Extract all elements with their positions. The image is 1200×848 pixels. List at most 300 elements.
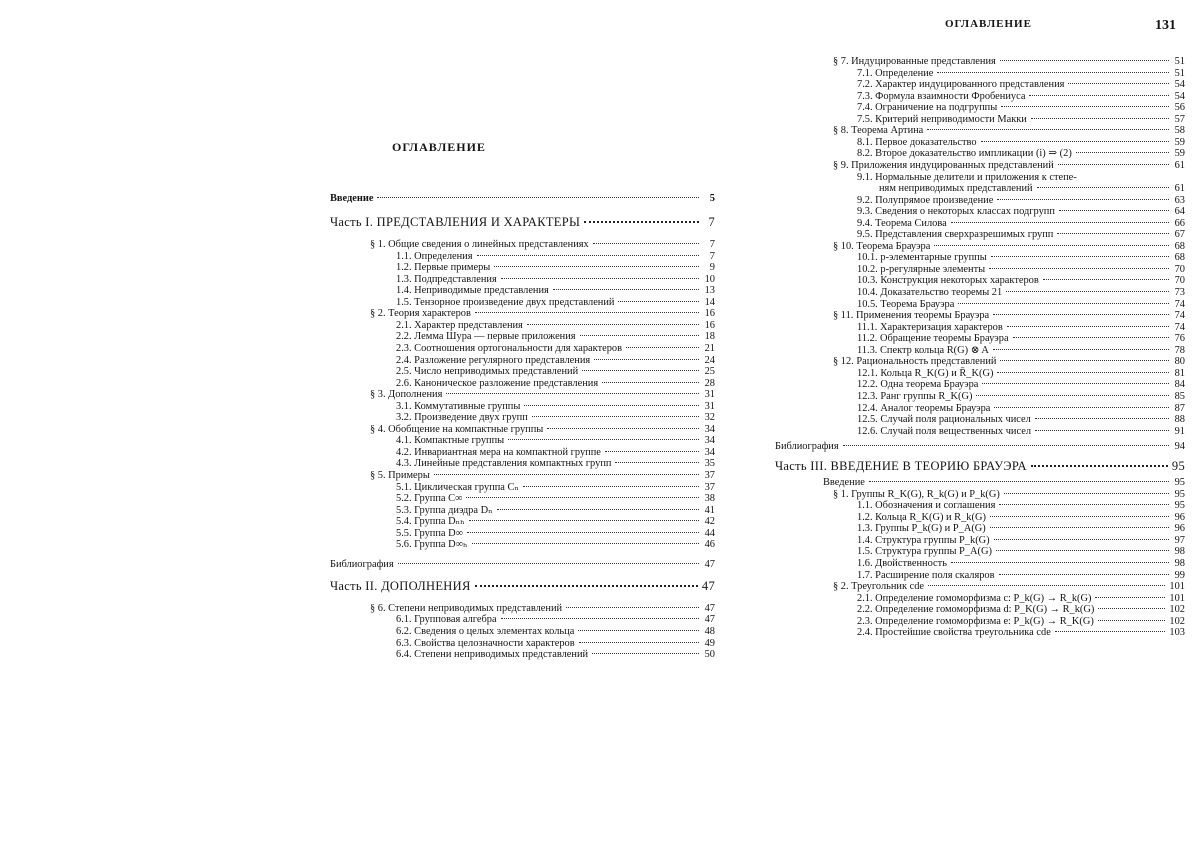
toc-entry-title: 5.2. Группа C∞ — [396, 493, 463, 505]
dot-leader — [999, 574, 1169, 575]
toc-entry-page: 56 — [1174, 102, 1185, 114]
toc-entry-page: 34 — [704, 423, 715, 435]
toc-entry-page: 51 — [1174, 67, 1185, 79]
toc-entry — [857, 345, 1185, 356]
dot-leader — [994, 407, 1169, 408]
dot-leader — [1006, 291, 1169, 292]
dot-leader — [999, 504, 1169, 505]
dot-leader — [501, 618, 699, 619]
toc-entry-title: 10.4. Доказательство теоремы 21 — [857, 287, 1003, 298]
toc-entry-page: 58 — [1174, 125, 1185, 137]
toc-entry-page: 14 — [704, 296, 715, 308]
toc-entry-page: 76 — [1174, 333, 1185, 345]
toc-entry-title: 9.3. Сведения о некоторых классах подгрупп — [857, 206, 1055, 218]
dot-leader — [869, 481, 1169, 482]
dot-leader — [990, 516, 1169, 517]
dot-leader — [618, 301, 699, 302]
toc-entry-title: Часть III. ВВЕДЕНИЕ В ТЕОРИЮ БРАУЭРА — [775, 459, 1027, 474]
toc-entry-title: 1.3. Группы P_k(G) и P_A(G) — [857, 523, 986, 535]
dot-leader — [994, 539, 1169, 540]
toc-entry-title: 12.5. Случай поля рациональных чисел — [857, 414, 1031, 426]
toc-entry — [857, 148, 1185, 159]
toc-entry-page: 50 — [704, 649, 715, 661]
dot-leader — [1000, 360, 1169, 361]
toc-entry — [857, 426, 1185, 437]
toc-entry-page: 68 — [1174, 240, 1185, 252]
toc-entry-title: 10.2. p-регулярные элементы — [857, 263, 986, 275]
dot-leader — [592, 653, 699, 654]
dot-leader — [1098, 620, 1166, 621]
page-title: ОГЛАВЛЕНИЕ — [392, 140, 486, 154]
dot-leader — [843, 445, 1169, 446]
dot-leader — [1029, 95, 1169, 96]
toc-entry — [857, 627, 1185, 638]
dot-leader — [951, 222, 1169, 223]
toc-entry-page: 44 — [704, 527, 715, 539]
toc-entry-title: 2.6. Каноническое разложение представления — [396, 377, 599, 389]
dot-leader — [469, 520, 699, 521]
toc-entry-page: 16 — [704, 308, 715, 320]
toc-entry-title: 1.4. Структура группы P_k(G) — [857, 534, 990, 546]
toc-entry — [833, 489, 1185, 500]
toc-entry-page: 64 — [1174, 206, 1185, 218]
toc-entry-page: 74 — [1174, 321, 1185, 333]
toc-entry-page: 10 — [704, 273, 715, 285]
toc-entry-page: 28 — [704, 377, 715, 389]
toc-entry-title: 1.2. Первые примеры — [396, 262, 491, 274]
dot-leader — [584, 221, 699, 223]
toc-entry-title: 3.2. Произведение двух групп — [396, 412, 528, 424]
toc-entry — [857, 593, 1185, 604]
toc-entry-title: 2.1. Определение гомоморфизма c: P_k(G) → R_k(G) — [857, 592, 1092, 604]
toc-entry-page: 67 — [1174, 229, 1185, 241]
toc-entry-title: 7.2. Характер индуцированного представления — [857, 79, 1065, 91]
toc-entry — [857, 206, 1185, 217]
dot-leader — [578, 630, 699, 631]
toc-entry — [396, 355, 715, 366]
toc-entry-title: 12.4. Аналог теоремы Брауэра — [857, 402, 991, 414]
toc-entry — [396, 638, 715, 649]
toc-entry-title: 4.3. Линейные представления компактных групп — [396, 458, 612, 470]
toc-entry-title: 6.2. Сведения о целых элементах кольца — [396, 625, 575, 637]
toc-entry-title: § 12. Рациональность представлений — [833, 356, 997, 368]
toc-entry-page: 31 — [704, 400, 715, 412]
toc-entry-title: 7.1. Определение — [857, 67, 934, 79]
toc-entry — [879, 183, 1185, 194]
toc-entry-page: 24 — [704, 354, 715, 366]
toc-entry — [396, 516, 715, 527]
dot-leader — [1055, 631, 1166, 632]
toc-entry-page: 48 — [704, 625, 715, 637]
toc-entry-title: 2.4. Простейшие свойства треугольника cde — [857, 627, 1051, 639]
dot-leader — [472, 543, 699, 544]
toc-entry — [370, 470, 715, 481]
toc-entry-page: 41 — [704, 504, 715, 516]
toc-entry-page: 34 — [704, 435, 715, 447]
toc-entry — [396, 539, 715, 550]
toc-entry-title: 4.1. Компактные группы — [396, 435, 505, 447]
toc-entry-page: 98 — [1174, 558, 1185, 569]
toc-entry-title: 6.1. Групповая алгебра — [396, 614, 497, 626]
toc-entry-page: 95 — [1174, 477, 1185, 489]
page-number: 131 — [1155, 18, 1176, 33]
toc-entry-page: 9 — [709, 262, 715, 274]
dot-leader — [497, 509, 699, 510]
dot-leader — [1007, 326, 1169, 327]
dot-leader — [494, 266, 699, 267]
toc-entry-title: ням неприводимых представлений — [879, 183, 1033, 195]
toc-entry — [857, 79, 1185, 90]
dot-leader — [475, 312, 699, 313]
toc-entry-page: 97 — [1174, 534, 1185, 546]
toc-entry — [833, 241, 1185, 252]
toc-entry — [396, 649, 715, 660]
toc-entry-title: § 3. Дополнения — [370, 389, 443, 401]
toc-entry-page: 102 — [1169, 615, 1185, 627]
toc-entry — [833, 160, 1185, 171]
toc-entry-page: 84 — [1174, 379, 1185, 391]
toc-entry-page: 74 — [1174, 310, 1185, 322]
toc-entry-page: 59 — [1174, 148, 1185, 160]
toc-entry-page: 42 — [704, 516, 715, 528]
toc-entry-page: 61 — [1174, 159, 1185, 171]
toc-entry — [857, 114, 1185, 125]
running-header-title: ОГЛАВЛЕНИЕ — [945, 18, 1032, 30]
dot-leader — [1004, 493, 1169, 494]
toc-entry — [857, 512, 1185, 523]
toc-entry — [857, 616, 1185, 627]
toc-entry-title: 11.2. Обращение теоремы Брауэра — [857, 333, 1009, 345]
toc-entry-page: 57 — [1174, 113, 1185, 125]
toc-entry-title: Библиография — [775, 441, 839, 453]
toc-entry-title: 1.5. Структура группы P_A(G) — [857, 546, 992, 558]
toc-entry-title: 5.3. Группа диэдра Dₙ — [396, 504, 493, 516]
toc-entry — [857, 102, 1185, 113]
dot-leader — [937, 72, 1169, 73]
toc-entry-page: 63 — [1174, 194, 1185, 206]
toc-entry — [857, 218, 1185, 229]
dot-leader — [1059, 210, 1169, 211]
toc-entry-page: 99 — [1174, 569, 1185, 581]
dot-leader — [626, 347, 699, 348]
toc-entry — [396, 297, 715, 308]
dot-leader — [1037, 187, 1169, 188]
toc-entry — [857, 299, 1185, 310]
toc-entry-title: § 2. Треугольник cde — [833, 581, 925, 593]
dot-leader — [605, 451, 699, 452]
toc-entry — [396, 482, 715, 493]
toc-entry-page: 13 — [704, 285, 715, 297]
toc-entry-title: 5.4. Группа Dₙₕ — [396, 516, 465, 528]
toc-entry — [857, 604, 1185, 615]
toc-entry-page: 101 — [1169, 581, 1185, 593]
toc-entry-page: 73 — [1174, 287, 1185, 298]
toc-entry-page: 54 — [1174, 79, 1185, 91]
dot-leader — [958, 303, 1169, 304]
toc-entry-page: 5 — [709, 193, 715, 204]
dot-leader — [1035, 430, 1169, 431]
toc-entry — [396, 285, 715, 296]
toc-entry-title: 10.3. Конструкция некоторых характеров — [857, 275, 1039, 287]
toc-entry-page: 91 — [1174, 425, 1185, 437]
dot-leader — [1068, 83, 1169, 84]
toc-entry-title: 7.3. Формула взаимности Фробениуса — [857, 90, 1026, 102]
toc-entry-page: 37 — [704, 470, 715, 481]
toc-entry — [857, 546, 1185, 557]
toc-entry — [857, 403, 1185, 414]
dot-leader — [508, 439, 699, 440]
toc-entry-title: 4.2. Инвариантная мера на компактной группе — [396, 446, 601, 458]
toc-entry-page: 78 — [1174, 344, 1185, 356]
toc-entry-title: 3.1. Коммутативные группы — [396, 400, 521, 412]
toc-entry — [330, 578, 715, 593]
toc-entry-title: 8.1. Первое доказательство — [857, 136, 977, 148]
toc-entry-title: § 4. Обобщение на компактные группы — [370, 423, 544, 435]
toc-entry-page: 51 — [1174, 56, 1185, 67]
toc-entry-title: 9.4. Теорема Силова — [857, 217, 947, 229]
toc-entry-title: Введение — [330, 193, 374, 204]
toc-entry — [857, 137, 1185, 148]
dot-leader — [377, 197, 699, 198]
toc-entry-title: 1.3. Подпредставления — [396, 273, 497, 285]
toc-entry-page: 46 — [704, 539, 715, 551]
toc-entry-page: 49 — [704, 637, 715, 649]
toc-entry — [857, 500, 1185, 511]
toc-entry — [330, 193, 715, 204]
toc-entry-page: 47 — [704, 602, 715, 614]
toc-entry-title: 12.2. Одна теорема Брауэра — [857, 379, 979, 391]
toc-entry-title: 11.1. Характеризация характеров — [857, 321, 1003, 333]
dot-leader — [434, 474, 699, 475]
toc-entry-page: 32 — [704, 412, 715, 424]
toc-entry — [330, 559, 715, 570]
toc-entry-title: 9.1. Нормальные делители и приложения к степе- — [857, 171, 1077, 183]
toc-entry-page: 54 — [1174, 90, 1185, 102]
toc-entry-page: 98 — [1174, 546, 1185, 558]
toc-entry — [857, 570, 1185, 581]
toc-entry — [833, 581, 1185, 592]
toc-entry-title: 12.3. Ранг группы R_K(G) — [857, 390, 973, 402]
toc-entry — [833, 310, 1185, 321]
toc-entry — [857, 229, 1185, 240]
toc-entry — [857, 535, 1185, 546]
dot-leader — [467, 532, 699, 533]
toc-entry — [396, 435, 715, 446]
toc-entry-page: 96 — [1174, 511, 1185, 523]
dot-leader — [615, 462, 699, 463]
toc-entry-title: 9.2. Полупрямое произведение — [857, 194, 994, 206]
toc-entry-title: Библиография — [330, 558, 394, 570]
toc-entry — [857, 91, 1185, 102]
toc-entry-title: 7.4. Ограничение на подгруппы — [857, 102, 998, 114]
toc-entry-title: § 6. Степени неприводимых представлений — [370, 602, 563, 614]
dot-leader — [446, 393, 699, 394]
toc-entry-page: 85 — [1174, 390, 1185, 402]
toc-entry-page: 70 — [1174, 263, 1185, 275]
dot-leader — [1058, 164, 1169, 165]
toc-entry-page: 95 — [1171, 459, 1185, 474]
toc-entry — [857, 558, 1185, 569]
dot-leader — [981, 141, 1169, 142]
toc-entry-title: 5.6. Группа D∞ₕ — [396, 539, 468, 551]
toc-entry — [823, 477, 1185, 488]
toc-entry-title: 1.5. Тензорное произведение двух представлений — [396, 296, 615, 308]
toc-entry-page: 7 — [709, 239, 715, 250]
toc-entry — [833, 356, 1185, 367]
toc-entry-title: § 1. Общие сведения о линейных представлениях — [370, 239, 589, 250]
dot-leader — [1031, 118, 1169, 119]
toc-entry-page: 25 — [704, 366, 715, 378]
dot-leader — [477, 255, 699, 256]
toc-entry-page: 96 — [1174, 523, 1185, 535]
toc-entry-title: 2.5. Число неприводимых представлений — [396, 366, 579, 378]
toc-entry-title: 2.2. Лемма Шура — первые приложения — [396, 331, 576, 343]
toc-entry-title: § 7. Индуцированные представления — [833, 56, 996, 67]
dot-leader — [993, 314, 1169, 315]
dot-leader — [579, 642, 699, 643]
toc-entry-title: 6.3. Свойства целозначности характеров — [396, 637, 575, 649]
toc-entry — [396, 320, 715, 331]
toc-entry — [857, 252, 1185, 263]
toc-entry — [396, 505, 715, 516]
dot-leader — [1057, 233, 1169, 234]
dot-leader — [593, 243, 699, 244]
dot-leader — [1095, 597, 1165, 598]
toc-entry-title: § 5. Примеры — [370, 470, 430, 481]
dot-leader — [594, 359, 699, 360]
toc-entry — [857, 287, 1185, 298]
toc-entry-title: 2.3. Соотношения ортогональности для характеров — [396, 342, 623, 354]
toc-entry-title: § 11. Применения теоремы Брауэра — [833, 310, 990, 322]
dot-leader — [532, 416, 699, 417]
dot-leader — [553, 289, 699, 290]
toc-entry-title: § 9. Приложения индуцированных представлений — [833, 159, 1054, 171]
toc-entry-page: 61 — [1174, 183, 1185, 195]
toc-entry-title: 1.6. Двойственность — [857, 558, 947, 569]
toc-entry-title: § 2. Теория характеров — [370, 308, 471, 320]
toc-entry-page: 31 — [704, 389, 715, 401]
toc-entry — [370, 239, 715, 250]
toc-entry-page: 81 — [1174, 367, 1185, 379]
toc-entry-page: 7 — [708, 215, 715, 229]
dot-leader — [398, 563, 699, 564]
toc-entry-title: § 1. Группы R_K(G), R_k(G) и P_k(G) — [833, 488, 1000, 500]
dot-leader — [990, 527, 1169, 528]
toc-entry — [857, 195, 1185, 206]
toc-entry — [857, 322, 1185, 333]
toc-entry — [833, 56, 1185, 67]
toc-entry-page: 7 — [709, 250, 715, 262]
toc-entry-page: 18 — [704, 331, 715, 343]
toc-entry — [370, 424, 715, 435]
toc-entry-title: § 10. Теорема Брауэра — [833, 240, 931, 252]
toc-entry-page: 74 — [1174, 298, 1185, 310]
toc-entry-title: 12.6. Случай поля вещественных чисел — [857, 425, 1032, 437]
dot-leader — [582, 370, 699, 371]
toc-entry-page: 80 — [1174, 356, 1185, 368]
toc-entry — [857, 379, 1185, 390]
toc-entry — [857, 414, 1185, 425]
toc-entry-title: 1.1. Обозначения и соглашения — [857, 500, 996, 512]
toc-entry-page: 37 — [704, 481, 715, 493]
toc-entry-title: 8.2. Второе доказательство импликации (i) ⇒ (2) — [857, 148, 1072, 160]
toc-entry — [396, 274, 715, 285]
toc-entry — [396, 626, 715, 637]
toc-entry — [833, 125, 1185, 136]
dot-leader — [997, 199, 1169, 200]
toc-entry — [370, 603, 715, 614]
toc-entry-page: 68 — [1174, 252, 1185, 264]
dot-leader — [1001, 106, 1169, 107]
dot-leader — [982, 383, 1169, 384]
toc-entry-page: 47 — [704, 614, 715, 626]
toc-entry — [396, 251, 715, 262]
toc-entry-title: 1.4. Неприводимые представления — [396, 285, 549, 297]
toc-entry — [330, 217, 715, 228]
dot-leader — [523, 486, 699, 487]
dot-leader — [1076, 152, 1169, 153]
toc-entry-title: Часть I. ПРЕДСТАВЛЕНИЯ И ХАРАКТЕРЫ — [330, 215, 581, 229]
toc-entry — [857, 264, 1185, 275]
toc-entry — [396, 378, 715, 389]
toc-entry — [396, 614, 715, 625]
toc-entry — [396, 401, 715, 412]
toc-entry — [396, 412, 715, 423]
dot-leader — [951, 562, 1169, 563]
toc-entry-title: 2.4. Разложение регулярного представления — [396, 354, 591, 366]
toc-entry-page: 21 — [704, 342, 715, 354]
toc-entry-title: 2.3. Определение гомоморфизма e: P_k(G) → R_K(G) — [857, 615, 1094, 627]
toc-entry — [370, 389, 715, 400]
toc-entry — [396, 528, 715, 539]
toc-entry — [396, 343, 715, 354]
toc-entry — [396, 447, 715, 458]
toc-entry-page: 87 — [1174, 402, 1185, 414]
toc-entry-title: 5.5. Группа D∞ — [396, 527, 464, 539]
dot-leader — [466, 497, 699, 498]
toc-entry — [775, 461, 1185, 472]
toc-entry-title: 1.7. Расширение поля скаляров — [857, 569, 995, 581]
toc-entry-title: 10.1. p-элементарные группы — [857, 252, 987, 264]
toc-entry — [396, 366, 715, 377]
toc-entry-page: 101 — [1169, 592, 1185, 604]
toc-entry-page: 38 — [704, 493, 715, 505]
toc-entry-page: 35 — [704, 458, 715, 470]
toc-entry-page: 47 — [701, 578, 715, 593]
dot-leader — [1031, 465, 1168, 467]
toc-entry-title: Часть II. ДОПОЛНЕНИЯ — [330, 578, 471, 593]
toc-entry-title: § 8. Теорема Артина — [833, 125, 924, 137]
dot-leader — [996, 550, 1169, 551]
toc-entry — [370, 308, 715, 319]
toc-entry-page: 102 — [1169, 604, 1185, 616]
toc-entry-title: Введение — [823, 477, 865, 489]
toc-entry — [857, 523, 1185, 534]
toc-entry — [396, 493, 715, 504]
toc-entry-title: 7.5. Критерий неприводимости Макки — [857, 113, 1027, 125]
toc-entry — [857, 368, 1185, 379]
dot-leader — [1000, 60, 1169, 61]
toc-entry-title: 6.4. Степени неприводимых представлений — [396, 649, 589, 661]
toc-entry-page: 103 — [1169, 627, 1185, 639]
toc-entry-title: 11.3. Спектр кольца R(G) ⊗ A — [857, 344, 989, 356]
dot-leader — [602, 382, 699, 383]
toc-entry-title: 2.2. Определение гомоморфизма d: P_K(G) → R_k(G) — [857, 604, 1095, 616]
toc-entry-title: 1.1. Определения — [396, 250, 473, 262]
dot-leader — [991, 256, 1169, 257]
dot-leader — [501, 278, 699, 279]
dot-leader — [547, 428, 699, 429]
